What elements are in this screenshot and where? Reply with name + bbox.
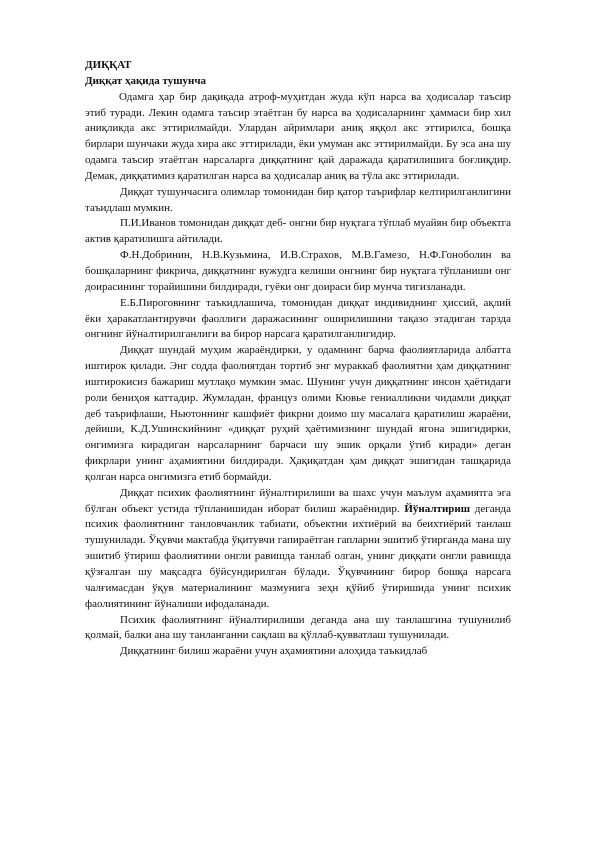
paragraph-7-intro: Диққат психик фаолиятнинг йўналтирилиши ва шахс учун маълум аҳамиятга эга бўлган объект устида тўпланишидан иборат билиш жараёнидир. — [85, 486, 511, 515]
paragraph-7-rest: деганда психик фаолиятнинг танловчанлик табиати, объектни ихтиёрий ва беихтиёрий танлаш тушунилади. Ўқувчи мактабда ўқитувчи гапираётган гапларни эшитиб ўтирганда мана шу эшитиб ўтириш фаолиятини онгли равишда танлаб олган, унинг диққати онгли равишда қўзғалган шу мақсадга бўйсундирилган бўлади. Ўқувчининг бирор бошқа нарсага чалғимасдан ўқув материалининг мазмунига зеҳн қўйиб ўтиришида унинг психик фаолиятининг йўналиши ифодаланади. — [85, 502, 511, 610]
paragraph-2: Диққат тушунчасига олимлар томонидан бир қатор таърифлар келтирилганлигини таъидлаш мумкин. — [85, 185, 511, 214]
section-heading: Диққат ҳақида тушунча — [85, 74, 207, 87]
paragraph-1: Одамга ҳар бир дақиқада атроф-муҳитдан жуда кўп нарса ва ҳодисалар таъсир этиб туради. Лекин одамга таъсир этаётган бу нарса ва ҳодисаларнинг ҳаммаси бир хил аниқликда акс эттирилмайди. Улардан айримлари аниқ яққол акс эттирилса, бошқа бирлари шунчаки жуда хира акс эттирилади, ёки умуман акс эттирилмайди. Бу эса ана шу одамга таъсир этаётган нарсаларга диққатнинг қай даражада қаратилишига боғлиқдир. Демак, диққатимиз қаратилган нарса ва ҳодисалар аниқ ва тўла акс эттирилади. — [85, 90, 511, 182]
paragraph-9: Диққатнинг билиш жараёни учун аҳамиятини алоҳида таъкидлаб — [120, 645, 428, 658]
paragraph-5: Е.Б.Пироговнинг таъкидлашича, томонидан диққат индивиднинг ҳиссий, ақлий ёки ҳаракатлантирувчи фаоллиги даражасининг оширилишини тақазо этадиган тарзда онгнинг йўналтирилганлиги ва бирор нарсага қаратилганлигидир. — [85, 296, 511, 341]
paragraph-8: Психик фаолиятнинг йўналтирилиши деганда ана шу танлашгина тушунилиб қолмай, балки ана шу танланганни сақлаш ва қўллаб-қувватлаш тушунилади. — [85, 613, 511, 642]
paragraph-7 — [85, 486, 511, 613]
document-title: ДИҚҚАТ — [85, 59, 132, 71]
term-orientation: Йўналтириш — [404, 502, 471, 515]
paragraph-4: Ф.Н.Добринин, Н.В.Кузьмина, И.В.Страхов, М.В.Гамезо, Н.Ф.Гоноболин ва бошқаларнинг фикрича, диққатнинг вужудга келиши онгнинг бир нуқтага тўпланиши онг доирасининг торайишини билдиради, гуёки онг доираси бир мунча тигизланади. — [85, 249, 511, 293]
paragraph-3: П.И.Иванов томонидан диққат деб- онгни бир нуқтага тўплаб муайян бир объектга актив қаратилишга айтилади. — [85, 217, 511, 246]
paragraph-6: Диққат шундай муҳим жараёндирки, у одамнинг барча фаолиятларида албатта иштирок қилади. Энг содда фаолиятдан тортиб энг мураккаб фаолиятни ҳам диққатнинг иштирокисиз бажариш мутлақо мумкин эмас. Шунинг учун диққатнинг инсон ҳаётидаги роли бениҳоя каттадир. Жумладан, француз олими Кювье гениалликни чидамли диққат деб таърифлаши, Ньютоннинг кашфиёт фикрни доимо шу масалага қаратилиш жараёни, дейиши, К.Д.Ушинскийнинг «диққат руҳий ҳаётимизнинг шундай ягона эшигидирки, онгимизга кирадиган нарсаларнинг барчаси шу эшик орқали ўтиб киради» деган фикрлари унинг аҳамиятини билдиради. Ҳақиқатдан ҳам диққат эшигидан ташқарида қолган нарса онгимизга етиб бормайди. — [85, 344, 511, 483]
document-page — [85, 58, 511, 660]
